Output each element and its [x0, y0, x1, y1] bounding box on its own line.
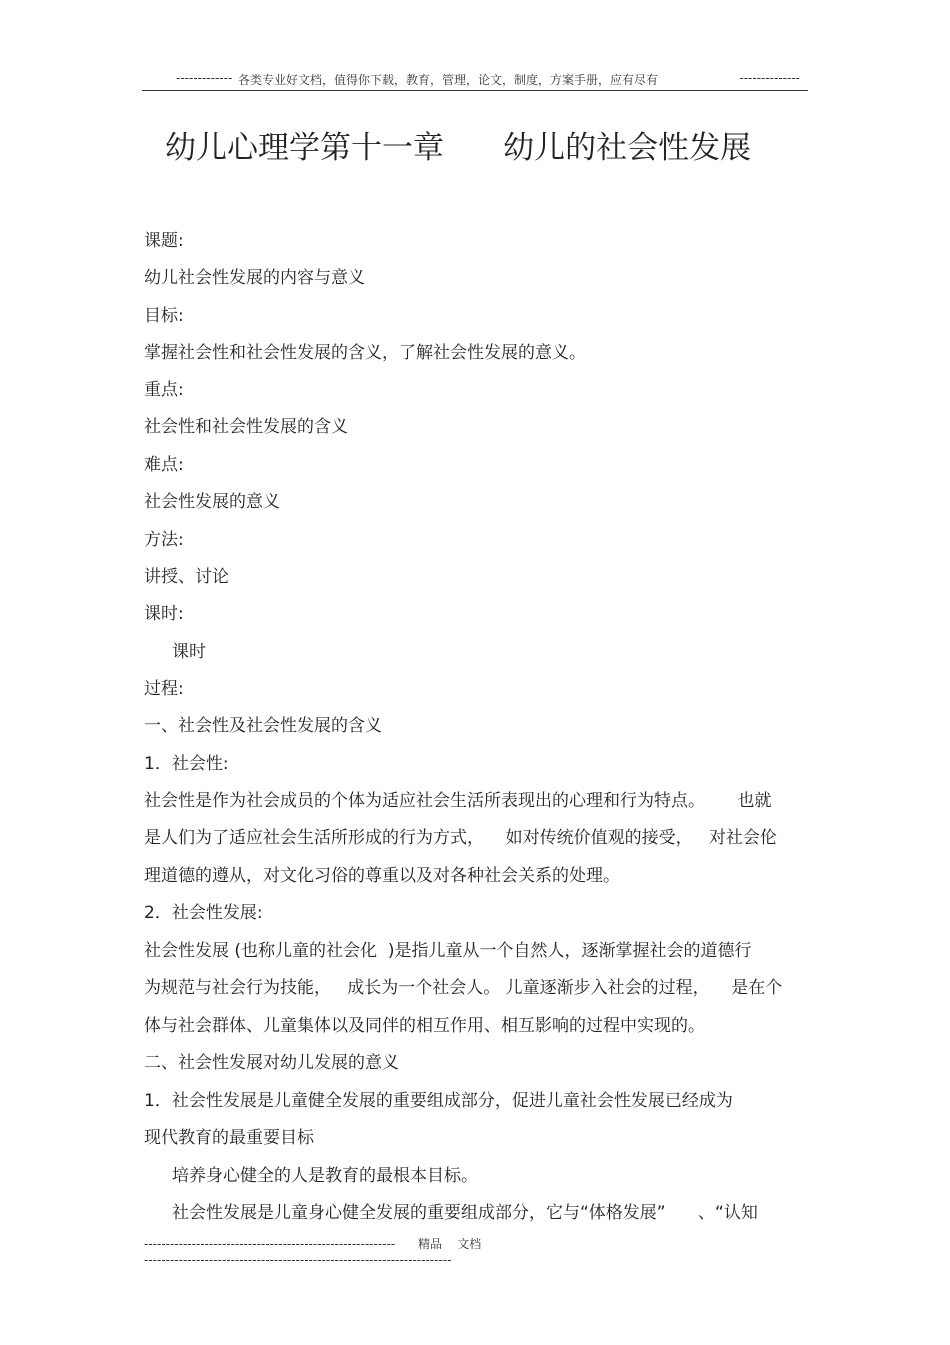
footer-dashes-2: ----------------------------------------------------------------------- — [144, 1253, 452, 1267]
section-heading-2: 二、社会性发展对幼儿发展的意义 — [144, 1053, 399, 1073]
paragraph-line: 社会性发展是儿童身心健全发展的重要组成部分，它与“体格发展” 、“认知 — [172, 1203, 758, 1223]
header-text: 各类专业好文档，值得你下载，教育，管理，论文，制度，方案手册，应有尽有 — [238, 73, 659, 87]
paragraph-line: 体与社会群体、儿童集体以及同伴的相互作用、相互影响的过程中实现的。 — [144, 1016, 705, 1036]
label-process: 过程: — [144, 679, 184, 699]
label-topic: 课题: — [144, 231, 184, 251]
paragraph-line: 是人们为了适应社会生活所形成的行为方式， 如对传统价值观的接受， 对社会伦 — [144, 828, 777, 848]
paragraph-line: 培养身心健全的人是教育的最根本目标。 — [172, 1166, 478, 1186]
class-hours-text: 课时 — [172, 642, 206, 662]
document-title: 幼儿心理学第十一章 幼儿的社会性发展 — [165, 130, 752, 166]
subheading-1-2: 2．社会性发展: — [144, 903, 263, 923]
difficulty-text: 社会性发展的意义 — [144, 492, 280, 512]
paragraph-line: 现代教育的最重要目标 — [144, 1128, 314, 1148]
footer-dashes: ---------------------------------------------------------- — [144, 1237, 396, 1251]
topic-text: 幼儿社会性发展的内容与意义 — [144, 268, 365, 288]
paragraph-line: 社会性发展 (也称儿童的社会化 )是指儿童从一个自然人，逐渐掌握社会的道德行 — [144, 941, 752, 961]
key-point-text: 社会性和社会性发展的含义 — [144, 417, 348, 437]
label-method: 方法: — [144, 530, 184, 550]
paragraph-line: 为规范与社会行为技能， 成长为一个社会人。 儿童逐渐步入社会的过程， 是在个 — [144, 978, 783, 998]
label-class-hours: 课时: — [144, 604, 184, 624]
paragraph-line: 理道德的遵从，对文化习俗的尊重以及对各种社会关系的处理。 — [144, 866, 620, 886]
subheading-2-1: 1．社会性发展是儿童健全发展的重要组成部分，促进儿童社会性发展已经成为 — [144, 1091, 733, 1111]
method-text: 讲授、讨论 — [144, 567, 229, 587]
page-footer — [144, 1235, 481, 1252]
goal-text: 掌握社会性和社会性发展的含义，了解社会性发展的意义。 — [144, 343, 586, 363]
subheading-1-1: 1．社会性: — [144, 754, 229, 774]
section-heading-1: 一、社会性及社会性发展的含义 — [144, 716, 382, 736]
label-goal: 目标: — [144, 306, 184, 326]
header-dashes-right: -------------- — [739, 71, 800, 85]
paragraph-line: 社会性是作为社会成员的个体为适应社会生活所表现出的心理和行为特点。 也就 — [144, 791, 772, 811]
header-dashes-left: ------------- — [176, 71, 233, 85]
footer-text: 精品 文档 — [418, 1237, 482, 1251]
label-difficulty: 难点: — [144, 455, 184, 475]
label-key-point: 重点: — [144, 380, 184, 400]
page-header — [142, 66, 808, 91]
